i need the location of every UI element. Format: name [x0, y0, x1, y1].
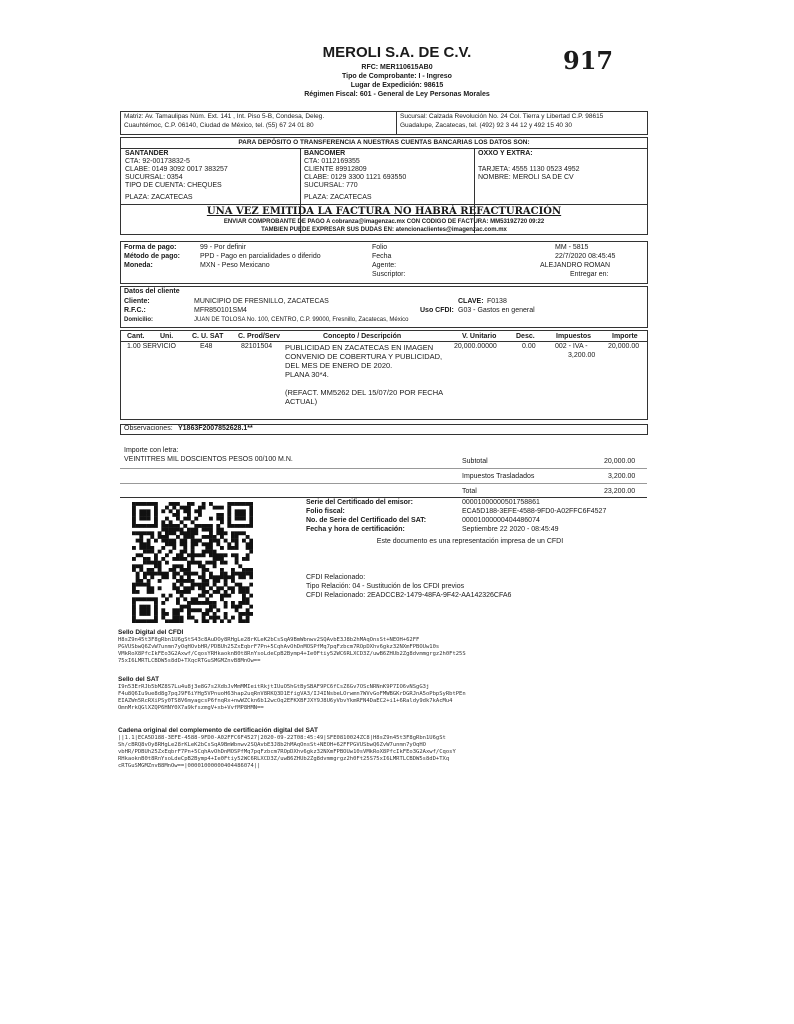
- item-concepto-line: ACTUAL): [285, 397, 318, 406]
- santander-line: CTA: 92-00173832-5: [125, 158, 190, 165]
- item-concepto-line: DEL MES DE ENERO DE 2020.: [285, 361, 393, 370]
- sello-cfdi-line: PGVUSbwQ6ZvW7unmn7yOqHOvbHR/PDBUh25ZxEqbrF7Pn+5CqhAvOhDnMOSPfMq7pqFzbcm7ROpDXhv6gkz32NXmFPBOUw10s: [118, 644, 440, 650]
- item-concepto-line: CONVENIO DE COBERTURA Y PUBLICIDAD,: [285, 352, 443, 361]
- col-header-vunitario: V. Unitario: [462, 333, 497, 340]
- bancomer-line: PLAZA: ZACATECAS: [304, 194, 372, 201]
- serie-certificado-label: Serie del Certificado del emisor:: [306, 499, 413, 506]
- serie-certificado-value: 00001000000501758861: [462, 499, 540, 506]
- sucursal-address-line2: Guadalupe, Zacatecas, tel. (492) 92 3 44 12 y 492 15 40 30: [400, 122, 573, 129]
- cfdi-relacionado-uuid: CFDI Relacionado: 2EADCCB2-1479-48FA-9F42-AA142326CFA6: [306, 592, 512, 599]
- voucher-type: Tipo de Comprobante: I - Ingreso: [342, 73, 452, 80]
- col-header-impuestos: Impuestos: [556, 333, 592, 340]
- items-header-divider: [120, 341, 647, 342]
- cadena-original-line: RHkaoknB0t8RnYsoLdeCpB2Bymp4+Ie0Ftiy52WC6RLXCD3Z/uwB6ZHUb2Zg8dvmmgrgz2h0Ft25S75xI6LMRTLCBDW5s8dD+TXq: [118, 756, 450, 762]
- santander-line: CLABE: 0149 3092 0017 383257: [125, 166, 228, 173]
- sello-sat-line: F4u8Q6Iu9ue8d8g7pqJ9F6iYHg5VPnuoH63hap2uqRnV8RKQ3D1EfigVA3/IJ4INsbeLOrwmn7WVvGoFMWBGKrDGRJnA5oPbpSyRbtPEn: [118, 691, 466, 697]
- qr-code: [132, 502, 253, 623]
- cliente-label: Cliente:: [124, 298, 150, 305]
- clave-value: F0138: [487, 298, 507, 305]
- uso-cfdi-label: Uso CFDI:: [420, 307, 454, 314]
- subtotal-value: 20,000.00: [604, 458, 636, 465]
- fecha-certificacion-value: Septiembre 22 2020 - 08:45:49: [462, 526, 559, 533]
- moneda-value: MXN - Peso Mexicano: [200, 262, 270, 269]
- suscriptor-label: Suscriptor:: [372, 271, 406, 278]
- item-tax-type: 002 - IVA -: [555, 343, 588, 350]
- addresses-divider: [396, 111, 397, 134]
- client-rfc-label: R.F.C.:: [124, 307, 146, 314]
- col-header-cant: Cant.: [127, 333, 145, 340]
- folio-value: MM - 5815: [555, 244, 589, 251]
- total-value: 23,200.00: [604, 488, 636, 495]
- sello-cfdi-line: VMkRoX8PfcIkFEo3G2Axwf/CqosYRHkaoknB0t8RnYsoLdeCpB2Bymp4+Ie0Ftiy52WC6RLXCD3Z/uwB6ZHUb2Zg8dvmmgrgz2h0Ft25S: [118, 651, 466, 657]
- cadena-original-line: cRTGuSMGMZnvB8MnOw==|00001000000404486074||: [118, 763, 261, 769]
- fecha-value: 22/7/2020 08:45:45: [555, 253, 616, 260]
- moneda-label: Moneda:: [124, 262, 153, 269]
- col-header-uni: Uni.: [160, 333, 174, 340]
- item-vunitario: 20,000.00000: [454, 343, 497, 350]
- cliente-value: MUNICIPIO DE FRESNILLO, ZACATECAS: [194, 298, 329, 305]
- tax-regime: Régimen Fiscal: 601 - General de Ley Personas Morales: [304, 91, 490, 98]
- issue-place: Lugar de Expedición: 98615: [350, 82, 444, 89]
- observaciones-label: Observaciones:: [124, 425, 173, 432]
- sello-cfdi-line: 75xI6LMRTLCBDW5s8dD+TXqcRTGuSMGMZnvB8MnOw==: [118, 658, 261, 664]
- fecha-label: Fecha: [372, 253, 392, 260]
- item-tax-amount: 3,200.00: [568, 352, 596, 359]
- col-header-concepto: Concepto / Descripción: [323, 333, 402, 340]
- sello-cfdi-title: Sello Digital del CFDI: [118, 629, 184, 636]
- col-header-cprod: C. Prod/Serv: [238, 333, 281, 340]
- total-label: Total: [462, 488, 477, 495]
- no-serie-sat-label: No. de Serie del Certificado del SAT:: [306, 517, 427, 524]
- client-section-title: Datos del cliente: [124, 288, 180, 295]
- importe-letra-label: Importe con letra:: [124, 447, 179, 454]
- oxxo-line: NOMBRE: MEROLI SA DE CV: [478, 174, 574, 181]
- santander-line: PLAZA: ZACATECAS: [125, 194, 193, 201]
- bank-bottom-divider: [120, 204, 647, 205]
- folio-label: Folio: [372, 244, 388, 251]
- folio-fiscal-value: ECA5D188-3EFE-4588-9FD0-A02FFC6F4527: [462, 508, 607, 515]
- subtotal-label: Subtotal: [462, 458, 488, 465]
- uso-cfdi-value: G03 - Gastos en general: [458, 307, 535, 314]
- sello-sat-title: Sello del SAT: [118, 676, 160, 683]
- bancomer-line: BANCOMER: [304, 150, 346, 157]
- metodo-pago-value: PPD - Pago en parcialidades o diferido: [200, 253, 321, 260]
- agente-label: Agente:: [372, 262, 397, 269]
- totals-divider: [120, 483, 647, 484]
- item-concepto-line: (REFACT. MM5262 DEL 15/07/20 POR FECHA: [285, 388, 444, 397]
- cadena-original-line: vbHR/PDBUh25ZxEqbrF7Pn+5CqhAvOhDnMOSPfMq7pqFzbcm7ROpDXhv6gkz32NXmFPBOUw10sVMkRoX8PfcIkFEo3G2Axwf/CqosY: [118, 749, 456, 755]
- no-serie-sat-value: 00001000000404486074: [462, 517, 540, 524]
- matriz-address-line1: Matriz: Av. Tamaulipas Núm. Ext. 141 , Int. Piso 5-B, Condesa, Deleg.: [124, 113, 325, 120]
- questions-contact: TAMBIEN PUEDE EXPRESAR SUS DUDAS EN: atencionaclientes@imagenzac.com.mx: [261, 227, 507, 233]
- totals-bottom-divider: [120, 497, 647, 498]
- cfdi-representation-note: Este documento es una representación impresa de un CFDI: [376, 538, 564, 545]
- forma-pago-value: 99 - Por definir: [200, 244, 246, 251]
- totals-divider: [120, 468, 647, 469]
- sucursal-address-line1: Sucursal: Calzada Revolución No. 24 Col. Tierra y Libertad C.P. 98615: [400, 113, 604, 120]
- col-header-desc: Desc.: [516, 333, 535, 340]
- domicilio-value: JUAN DE TOLOSA No. 100, CENTRO, C.P. 99000, Fresnillo, Zacatecas, México: [194, 317, 409, 323]
- clave-label: CLAVE:: [458, 298, 484, 305]
- bancomer-line: CLABE: 0129 3300 1121 693550: [304, 174, 407, 181]
- bancomer-line: SUCURSAL: 770: [304, 182, 358, 189]
- bank-title: PARA DEPÓSITO O TRANSFERENCIA A NUESTRAS CUENTAS BANCARIAS LOS DATOS SON:: [238, 139, 530, 146]
- item-concepto-line: PUBLICIDAD EN ZACATECAS EN IMAGEN: [285, 343, 434, 352]
- oxxo-line: TARJETA: 4555 1130 0523 4952: [478, 166, 580, 173]
- importe-letra-value: VEINTITRES MIL DOSCIENTOS PESOS 00/100 M.N.: [124, 456, 293, 463]
- client-rfc-value: MFR850101SM4: [194, 307, 247, 314]
- col-header-cu-sat: C. U. SAT: [192, 333, 224, 340]
- bank-title-divider: [120, 148, 647, 149]
- handwritten-folio-number: 917: [563, 46, 614, 75]
- bancomer-line: CTA: 0112169355: [304, 158, 360, 165]
- sello-cfdi-line: H8sZ9n45t3F8gRbn1U6gStS43c8AuDOy8RHgLe28rKLeK2bCsSqA9BmWbnwv2SQAvbE3J8b2hMAqOnsSt+NEOH+62FF: [118, 637, 420, 643]
- sello-sat-line: I9n53ErRJb5bMZ8S7Lu4u8j3e8G7s2XdbJvMmMMIeitRkjtIUuO5hGtBySBAF9PC6fCsZ6Gv7OScNRNnK9P7IO6vNSgG3j: [118, 684, 430, 690]
- forma-pago-label: Forma de pago:: [124, 244, 177, 251]
- col-header-importe: Importe: [612, 333, 638, 340]
- no-reinvoice-notice: UNA VEZ EMITIDA LA FACTURA NO HABRÁ REFACTURACIÓN: [206, 206, 562, 217]
- impuestos-trasladados-value: 3,200.00: [608, 473, 636, 480]
- item-cu-sat: E48: [200, 343, 213, 350]
- sello-sat-line: EIAZWn5RcRXiPSy0TS8V6myagcsP6fnqRx+nwWZCkn6b12wcOq2EFKXBFJXY9J8U6yVbvYkmRFN4DaEC2+i1+6Raldy9dk7kAcMu4: [118, 698, 453, 704]
- cadena-original-line: ||1.1|ECA5D188-3EFE-4588-9FD0-A02FFC6F4527|2020-09-22T08:45:49|SFE0810024ZC8|H8sZ9n45t3F8gRbn1U6gSt: [118, 735, 446, 741]
- item-cant: 1.00 SERVICIO: [127, 343, 176, 350]
- tipo-relacion: Tipo Relación: 04 - Sustitución de los CFDI previos: [306, 583, 465, 590]
- metodo-pago-label: Método de pago:: [124, 253, 180, 260]
- observaciones-value: Y1863F2007852628.1**: [178, 425, 253, 432]
- item-desc: 0.00: [522, 343, 536, 350]
- matriz-address-line2: Cuauhtémoc, C.P. 06140, Ciudad de México, tel. (55) 67 24 01 80: [124, 122, 314, 129]
- item-cprod: 82101504: [241, 343, 273, 350]
- item-concepto-line: PLANA 30*4.: [285, 370, 329, 379]
- payment-proof-instruction: ENVIAR COMPROBANTE DE PAGO A cobranza@imagenzac.mx CON CODIGO DE FACTURA: MM5319Z720 09:22: [223, 219, 545, 225]
- agente-value: ALEJANDRO ROMAN: [540, 262, 611, 269]
- company-rfc: RFC: MER110615AB0: [361, 64, 433, 71]
- cadena-original-title: Cadena original del complemento de certificación digital del SAT: [118, 727, 318, 734]
- impuestos-trasladados-label: Impuestos Trasladados: [462, 473, 535, 480]
- company-name: MEROLI S.A. DE C.V.: [322, 44, 472, 61]
- sello-sat-line: OmnMrkQGlXZQP6HNY0X7a9kfszmgV+xb+VvfMP8HMN==: [118, 705, 264, 711]
- cadena-original-line: Sh/cBRQ8vOy8RHgLe28rKLeK2bCsSqA9BmWbnwv2SQAvbE3J8b2hMAqOnsSt+NEOH+62FFPGVUSbwQ6ZvW7unmn7yOqHO: [118, 742, 426, 748]
- domicilio-label: Domicilio:: [124, 317, 154, 323]
- entregar-en-label: Entregar en:: [570, 271, 609, 278]
- santander-line: SUCURSAL: 0354: [125, 174, 183, 181]
- folio-fiscal-label: Folio fiscal:: [306, 508, 345, 515]
- santander-line: SANTANDER: [125, 150, 169, 157]
- fecha-certificacion-label: Fecha y hora de certificación:: [306, 526, 405, 533]
- cfdi-relacionado-title: CFDI Relacionado:: [306, 574, 366, 581]
- item-importe: 20,000.00: [608, 343, 640, 350]
- bancomer-line: CLIENTE 89912809: [304, 166, 367, 173]
- oxxo-line: OXXO Y EXTRA:: [478, 150, 533, 157]
- santander-line: TIPO DE CUENTA: CHEQUES: [125, 182, 222, 189]
